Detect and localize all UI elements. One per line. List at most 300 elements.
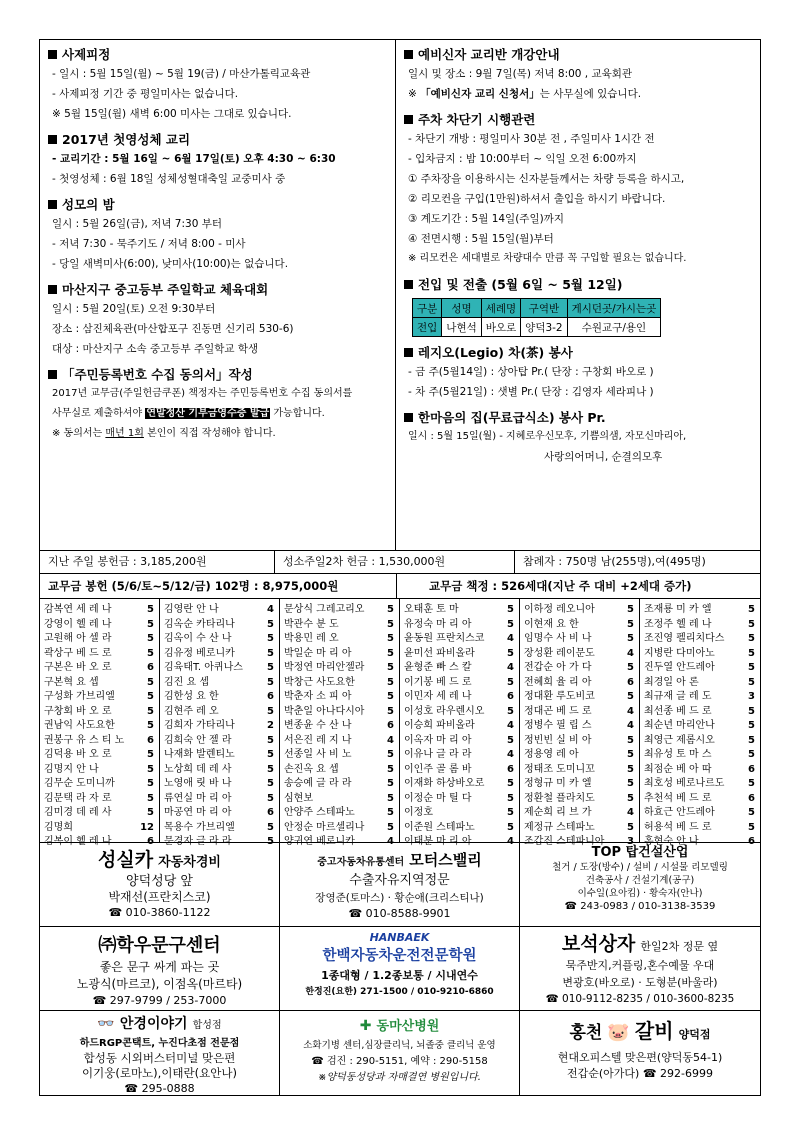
donor-row — [280, 719, 399, 734]
donor-name: 정용영 레 아 — [524, 749, 579, 760]
donor-row — [640, 676, 760, 691]
notice-title — [404, 276, 752, 294]
donor-name: 김한성 요 한 — [164, 691, 219, 702]
donor-count: 12 — [140, 821, 154, 833]
donor-row — [280, 618, 399, 633]
donor-name: 김옥순 카타리나 — [164, 618, 235, 630]
notice-line: 일시 : 5월 15일(월) - 지혜로우신모후, 기쁨의샘, 자모신마리아, — [408, 431, 687, 442]
ad-name: 동마산병원 — [376, 1019, 440, 1034]
donor-name: 이준원 스테파노 — [404, 821, 475, 833]
donor-row — [160, 705, 279, 720]
donor-count: 5 — [267, 821, 274, 833]
donor-row — [280, 777, 399, 792]
notice-line: 일시 및 장소 : 9월 7일(목) 저녁 8:00 , 교육회관 — [408, 68, 633, 80]
donor-row — [160, 647, 279, 662]
donor-count: 5 — [387, 647, 394, 659]
donor-name: 최영근 제롬시오 — [644, 734, 715, 746]
ad-line: 현대오피스텔 맞은편(양덕동54-1) — [557, 1051, 723, 1064]
donor-count: 5 — [147, 807, 154, 818]
donor-name: 조진영 펠리치다스 — [644, 633, 725, 644]
notice-title-text: 주차 차단기 시행관련 — [418, 112, 536, 127]
donor-name: 허용석 베 드 로 — [644, 821, 712, 833]
donor-name: 이정호 — [404, 807, 433, 818]
donor-count: 3 — [627, 836, 634, 847]
donor-row — [400, 690, 519, 705]
donor-count: 6 — [267, 691, 274, 702]
donor-count: 4 — [507, 720, 514, 731]
donor-name: 박용민 레 오 — [284, 633, 339, 644]
square-bullet-icon — [48, 50, 57, 59]
notice-title-text: 사제피정 — [62, 47, 111, 62]
donor-name: 곽상구 베 드 로 — [44, 647, 112, 659]
ad-line: 노광식(마르코), 이점옥(마르타) — [76, 977, 243, 991]
donor-count: 5 — [267, 749, 274, 760]
notice-line: ④ 전면시행 : 5월 15일(월)부터 — [408, 233, 554, 245]
donor-row — [640, 719, 760, 734]
donor-name: 안양주 스테파노 — [284, 807, 355, 818]
donor-count: 6 — [147, 836, 154, 847]
donor-name: 조재룡 미 카 엘 — [644, 604, 712, 615]
donor-name: 이유나 글 라 라 — [404, 749, 472, 760]
text: 가능합니다. — [270, 408, 325, 419]
bulletin-page — [39, 39, 761, 1096]
donor-row — [640, 661, 760, 676]
donor-row — [40, 806, 159, 821]
notice-line-bold: - 교리기간 : 5월 16일 ~ 6월 17일(토) 오후 4:30 ~ 6:30 — [52, 153, 336, 165]
notice-line: 장소 : 삼진체육관(마산합포구 진동면 신기리 530-6) — [52, 323, 294, 335]
notice-free-meal — [404, 409, 752, 467]
notice-title-text: 마산지구 중고등부 주일학교 체육대회 — [62, 282, 269, 297]
donor-name: 정병수 필 립 스 — [524, 720, 592, 731]
notice-sports-day — [48, 281, 387, 359]
donor-row — [400, 632, 519, 647]
donor-row — [280, 821, 399, 836]
donor-count: 6 — [627, 676, 634, 688]
ad-line: 하드RGP콘택트, 누진다초점 전문점 — [79, 1038, 240, 1049]
donor-row — [280, 763, 399, 778]
donor-count: 6 — [147, 734, 154, 746]
donor-name: 목용수 가브리엘 — [164, 821, 235, 833]
donor-row — [160, 618, 279, 633]
table-row — [413, 318, 661, 337]
ad-line: ※양덕동성당과 자매결연 병원입니다. — [318, 1072, 481, 1083]
notice-line: - 차단기 개방 : 평일미사 30분 전 , 주일미사 1시간 전 — [408, 133, 655, 145]
donor-count: 5 — [507, 778, 514, 789]
donor-row — [400, 676, 519, 691]
notice-title-text: 성모의 밤 — [62, 197, 115, 212]
donor-count: 5 — [507, 604, 514, 615]
donor-row — [40, 763, 159, 778]
donor-name: 구본혁 요 셉 — [44, 676, 99, 688]
notice-line: 사랑의어머니, 순결의모후 — [544, 451, 663, 463]
donor-count: 4 — [627, 705, 634, 717]
notice-line: - 저녁 7:30 - 묵주기도 / 저녁 8:00 - 미사 — [52, 238, 246, 250]
notice-title — [404, 344, 752, 362]
donor-count: 5 — [387, 807, 394, 818]
donor-name: 변종윤 수 산 나 — [284, 720, 352, 731]
highlight-text: 연말정산 기부금영수증 발급 — [146, 408, 270, 419]
donor-row — [280, 806, 399, 821]
donor-count: 5 — [387, 633, 394, 644]
ad-name: 한백자동차운전전문학원 — [322, 948, 477, 964]
donor-name: 지병란 다미아노 — [644, 647, 715, 659]
notice-line — [48, 424, 387, 444]
donor-count: 5 — [748, 734, 755, 746]
notice-title-text: 「주민등록번호 수집 동의서」작성 — [62, 367, 253, 382]
donor-row — [40, 792, 159, 807]
donor-name: 이현재 요 한 — [524, 618, 579, 630]
donor-count: 5 — [267, 618, 274, 630]
donor-row — [520, 705, 639, 720]
square-bullet-icon — [48, 285, 57, 294]
donor-row — [400, 734, 519, 749]
ad-line: 이수일(요아킴) · 황숙자(안나) — [577, 888, 703, 899]
donor-name: 권봉구 유 스 티 노 — [44, 734, 125, 746]
donor-count: 5 — [627, 778, 634, 789]
donor-name: 윤동원 프란치스코 — [404, 633, 485, 644]
donor-count: 5 — [507, 618, 514, 630]
donor-name: 김명희 — [44, 821, 73, 833]
donor-row — [640, 806, 760, 821]
ad-prefix: 중고자동차유통센터 — [317, 857, 405, 868]
donor-count: 5 — [627, 821, 634, 833]
notice-title — [48, 46, 387, 64]
donor-row — [280, 792, 399, 807]
notice-line: ① 주차장을 이용하시는 신자분들께서는 차량 등록을 하시고, — [408, 173, 685, 185]
donor-name: 이태분 마 리 아 — [404, 836, 472, 847]
ad-name-1: 홍천 — [569, 1023, 603, 1043]
donor-row — [280, 748, 399, 763]
donor-name: 김명지 안 나 — [44, 763, 99, 775]
donor-name: 박춘자 소 피 아 — [284, 691, 352, 702]
ad-phone: ☎ 297-9799 / 253-7000 — [92, 994, 227, 1007]
donor-name: 손진옥 요 셉 — [284, 763, 339, 775]
donor-row — [400, 603, 519, 618]
ad-jewel-box — [520, 927, 760, 1011]
donor-name: 정형규 미 카 엘 — [524, 778, 592, 789]
donor-count: 5 — [387, 792, 394, 804]
notice-line: - 일시 : 5월 15일(월) ~ 5월 19(금) / 마산가톨릭교육관 — [52, 68, 311, 80]
ad-subtitle: 양덕점 — [678, 1028, 711, 1041]
donor-count: 5 — [387, 662, 394, 673]
notice-line: 2017년 교무금(주일헌금쿠폰) 책정자는 주민등록번호 수집 동의서를 — [52, 388, 353, 399]
donor-row — [640, 734, 760, 749]
ad-title-row — [280, 1015, 519, 1037]
notice-title — [404, 111, 752, 129]
notice-line: ② 리모컨을 구입(1만원)하셔서 출입을 하시기 바랍니다. — [408, 193, 666, 205]
notice-title — [48, 196, 387, 214]
donor-name: 김옥이 수 산 나 — [164, 633, 232, 644]
donor-name: 박정연 마리안젤라 — [284, 662, 365, 673]
donor-count: 5 — [748, 705, 755, 717]
donor-row — [280, 676, 399, 691]
donor-row — [400, 661, 519, 676]
notice-line — [404, 84, 752, 104]
donor-name: 정대곤 베 드 로 — [524, 705, 592, 717]
ad-line: 박재선(프란치스코) — [108, 890, 211, 904]
donor-name: 제정규 스테파노 — [524, 821, 595, 833]
ad-name: TOP 탑건설산업 — [591, 845, 689, 860]
table-header-cell: 세례명 — [481, 299, 520, 318]
donor-count: 5 — [507, 734, 514, 746]
donor-count: 5 — [267, 792, 274, 804]
tithe-summary: 교무금 봉헌 (5/6/토~5/12/금) 102명 : 8,975,000원 — [48, 579, 339, 593]
donor-count: 5 — [387, 676, 394, 688]
donor-row — [40, 821, 159, 836]
donor-name: 나재화 발렌티노 — [164, 749, 235, 760]
donor-list — [40, 599, 760, 847]
square-bullet-icon — [404, 348, 413, 357]
donor-row — [520, 748, 639, 763]
ad-title-row — [520, 1017, 760, 1049]
donor-count: 6 — [267, 807, 274, 818]
notice-title — [48, 131, 387, 149]
notice-legio-tea — [404, 344, 752, 402]
donor-row — [280, 690, 399, 705]
donor-row — [520, 792, 639, 807]
ad-phone: ☎ 010-3860-1122 — [108, 906, 211, 919]
donor-column — [280, 599, 400, 847]
donor-row — [160, 806, 279, 821]
donor-row — [520, 806, 639, 821]
donor-row — [400, 821, 519, 836]
donor-count: 5 — [748, 618, 755, 630]
donor-count: 2 — [267, 720, 274, 731]
donor-count: 5 — [147, 720, 154, 731]
donor-row — [520, 632, 639, 647]
donor-row — [520, 603, 639, 618]
donor-row — [400, 618, 519, 633]
donor-name: 선종일 사 비 노 — [284, 749, 352, 760]
donor-name: 조갑진 스테파니아 — [524, 836, 605, 847]
notice-title-text: 예비신자 교리반 개강안내 — [418, 47, 560, 62]
ad-hakwoo-stationery — [40, 927, 280, 1011]
transfer-table — [412, 298, 661, 337]
ad-line: 한정진(요한) 271-1500 / 010-9210-6860 — [305, 987, 494, 997]
ad-dongmasan-hospital — [280, 1011, 520, 1095]
donor-count: 5 — [748, 720, 755, 731]
text: 본인이 직접 작성해야 합니다. — [143, 428, 276, 439]
donor-row — [160, 777, 279, 792]
donor-count: 4 — [627, 647, 634, 659]
donor-row — [400, 777, 519, 792]
donor-count: 5 — [387, 604, 394, 615]
donor-name: 구본은 바 오 로 — [44, 662, 112, 673]
donor-count: 5 — [387, 618, 394, 630]
donor-count: 4 — [507, 662, 514, 673]
text: ※ 동의서는 — [52, 428, 106, 439]
square-bullet-icon — [404, 50, 413, 59]
ad-name: 성실카 — [98, 849, 154, 871]
donor-column — [520, 599, 640, 847]
donor-name: 김무순 도미니까 — [44, 778, 115, 789]
ad-title-row — [520, 931, 760, 957]
donor-row — [40, 690, 159, 705]
donor-count: 5 — [627, 662, 634, 673]
notice-parking-gate — [404, 111, 752, 269]
table-header-cell: 게시던곳/가시는곳 — [567, 299, 661, 318]
donor-row — [400, 647, 519, 662]
donor-row — [520, 676, 639, 691]
donor-name: 구창회 바 오 로 — [44, 705, 112, 717]
donor-row — [640, 603, 760, 618]
ad-phone: ☎ 243-0983 / 010-3138-3539 — [564, 901, 716, 912]
notice-line: - 입차금지 : 밤 10:00부터 ~ 익일 오전 6:00까지 — [408, 153, 637, 165]
donor-count: 5 — [507, 647, 514, 659]
donor-count: 5 — [748, 647, 755, 659]
donor-row — [400, 705, 519, 720]
donor-name: 이하정 레오니아 — [524, 604, 595, 615]
square-bullet-icon — [404, 413, 413, 422]
tithe-header — [40, 574, 760, 599]
second-collection: 성소주일2차 헌금 : 1,530,000원 — [275, 551, 515, 573]
hanbaek-logo: HANBAEK — [369, 931, 430, 944]
ad-title-row — [280, 849, 519, 871]
donor-name: 마공연 마 리 아 — [164, 807, 232, 818]
donor-row — [280, 647, 399, 662]
donor-count: 5 — [267, 778, 274, 789]
donor-name: 최호성 베로나르도 — [644, 778, 725, 789]
donor-count: 5 — [507, 676, 514, 688]
ad-line: 철거 / 도장(방수) / 설비 / 시설물 리모델링 — [552, 862, 728, 873]
donor-count: 5 — [267, 647, 274, 659]
notice-line: - 사제피정 기간 중 평일미사는 없습니다. — [52, 88, 239, 100]
donor-count: 5 — [267, 676, 274, 688]
notice-title-text: 2017년 첫영성체 교리 — [62, 132, 191, 147]
notice-title-text: 레지오(Legio) 차(茶) 봉사 — [418, 345, 573, 360]
ad-title-row — [40, 847, 279, 873]
square-bullet-icon — [48, 370, 57, 379]
donor-count: 5 — [147, 604, 154, 615]
donor-row — [400, 792, 519, 807]
notice-title — [48, 281, 387, 299]
donor-name: 문상식 그레고리오 — [284, 604, 365, 615]
notice-priest-retreat — [48, 46, 387, 124]
donor-row — [400, 719, 519, 734]
donor-name: 김현주 레 오 — [164, 705, 219, 717]
donor-name: 서은진 레 지 나 — [284, 734, 352, 746]
donor-name: 유정숙 마 리 아 — [404, 618, 472, 630]
donor-name: 류연실 마 리 아 — [164, 792, 232, 804]
donor-name: 하효근 안드레아 — [644, 807, 715, 818]
notice-transfer — [404, 276, 752, 337]
donor-count: 5 — [267, 836, 274, 847]
donor-count: 6 — [748, 763, 755, 775]
donor-count: 5 — [147, 676, 154, 688]
donor-count: 3 — [748, 691, 755, 702]
notices-right-column — [396, 40, 760, 550]
donor-name: 홍현숙 안 나 — [644, 836, 699, 847]
notice-catechumen — [404, 46, 752, 104]
ad-phone: 전갑순(아가다) ☎ 292-6999 — [567, 1067, 713, 1080]
donor-name: 이정순 마 틸 다 — [404, 792, 472, 804]
notice-marian-night — [48, 196, 387, 274]
donor-name: 노상희 데 레 사 — [164, 763, 232, 775]
donor-name: 송승예 글 라 라 — [284, 778, 352, 789]
donor-count: 5 — [147, 792, 154, 804]
donor-row — [520, 763, 639, 778]
notice-title — [48, 366, 387, 384]
donor-count: 5 — [147, 705, 154, 717]
donor-name: 윤형준 빠 스 칼 — [404, 662, 472, 673]
square-bullet-icon — [48, 135, 57, 144]
donor-row — [160, 661, 279, 676]
donor-row — [40, 777, 159, 792]
donor-name: 김영란 안 나 — [164, 604, 219, 615]
last-sunday-offering: 지난 주일 봉헌금 : 3,185,200원 — [40, 551, 275, 573]
donor-row — [160, 690, 279, 705]
donor-row — [400, 763, 519, 778]
table-cell: 양덕3-2 — [521, 318, 567, 337]
donor-name: 박창근 사도요한 — [284, 676, 355, 688]
donor-count: 5 — [748, 676, 755, 688]
ad-motors-valley — [280, 843, 520, 927]
square-bullet-icon — [404, 280, 413, 289]
ad-line: 좋은 문구 싸게 파는 곳 — [99, 960, 220, 974]
donor-count: 5 — [267, 662, 274, 673]
notice-line: ③ 계도기간 : 5월 14일(주일)까지 — [408, 213, 564, 225]
donor-name: 안정순 마르셀리나 — [284, 821, 365, 833]
donor-count: 5 — [627, 604, 634, 615]
donor-row — [160, 676, 279, 691]
donor-row — [400, 806, 519, 821]
donor-name: 진두열 안드레아 — [644, 662, 715, 673]
donor-row — [160, 734, 279, 749]
donor-name: 제순희 리 브 가 — [524, 807, 592, 818]
donor-name: 정환철 플라치도 — [524, 792, 595, 804]
donor-count: 4 — [267, 604, 274, 615]
hospital-cross-icon: ✚ — [359, 1018, 372, 1034]
donor-count: 5 — [387, 778, 394, 789]
donor-name: 박관수 분 도 — [284, 618, 339, 630]
table-header-cell: 구역반 — [521, 299, 567, 318]
donor-count: 5 — [387, 705, 394, 717]
donor-name: 박춘일 아나다시아 — [284, 705, 365, 717]
donor-count: 5 — [147, 763, 154, 775]
ad-hongcheon-galbi — [520, 1011, 760, 1095]
ad-phone: ☎ 010-8588-9901 — [348, 907, 451, 920]
donor-count: 4 — [627, 720, 634, 731]
donor-count: 5 — [627, 763, 634, 775]
notice-consent-form — [48, 366, 387, 444]
donor-row — [640, 647, 760, 662]
donor-count: 6 — [748, 792, 755, 804]
donor-name: 권남익 사도요한 — [44, 720, 115, 731]
donor-name: 정빈빈 실 비 아 — [524, 734, 592, 746]
donor-count: 5 — [147, 749, 154, 760]
donor-count: 5 — [748, 749, 755, 760]
donor-count: 5 — [627, 618, 634, 630]
notice-line: 일시 : 5월 26일(금), 저녁 7:30 부터 — [52, 218, 223, 230]
donor-count: 5 — [748, 662, 755, 673]
ad-name: 안경이야기 — [119, 1016, 188, 1032]
offering-stats — [40, 550, 760, 574]
donor-name: 김유정 베로니카 — [164, 647, 235, 659]
donor-row — [280, 603, 399, 618]
donor-name: 최선종 베 드 로 — [644, 705, 712, 717]
ad-title-row — [40, 1013, 279, 1036]
ad-name: 보석상자 — [561, 933, 636, 955]
donor-name: 정대환 루도비코 — [524, 691, 595, 702]
notice-title-text: 전입 및 전출 (5월 6일 ~ 5월 12일) — [418, 277, 623, 292]
donor-count: 5 — [147, 647, 154, 659]
notice-title — [404, 409, 752, 427]
donor-row — [640, 690, 760, 705]
donor-row — [40, 603, 159, 618]
donor-name: 김희자 가타리나 — [164, 720, 235, 731]
donor-count: 6 — [748, 836, 755, 847]
donor-count: 5 — [267, 705, 274, 717]
